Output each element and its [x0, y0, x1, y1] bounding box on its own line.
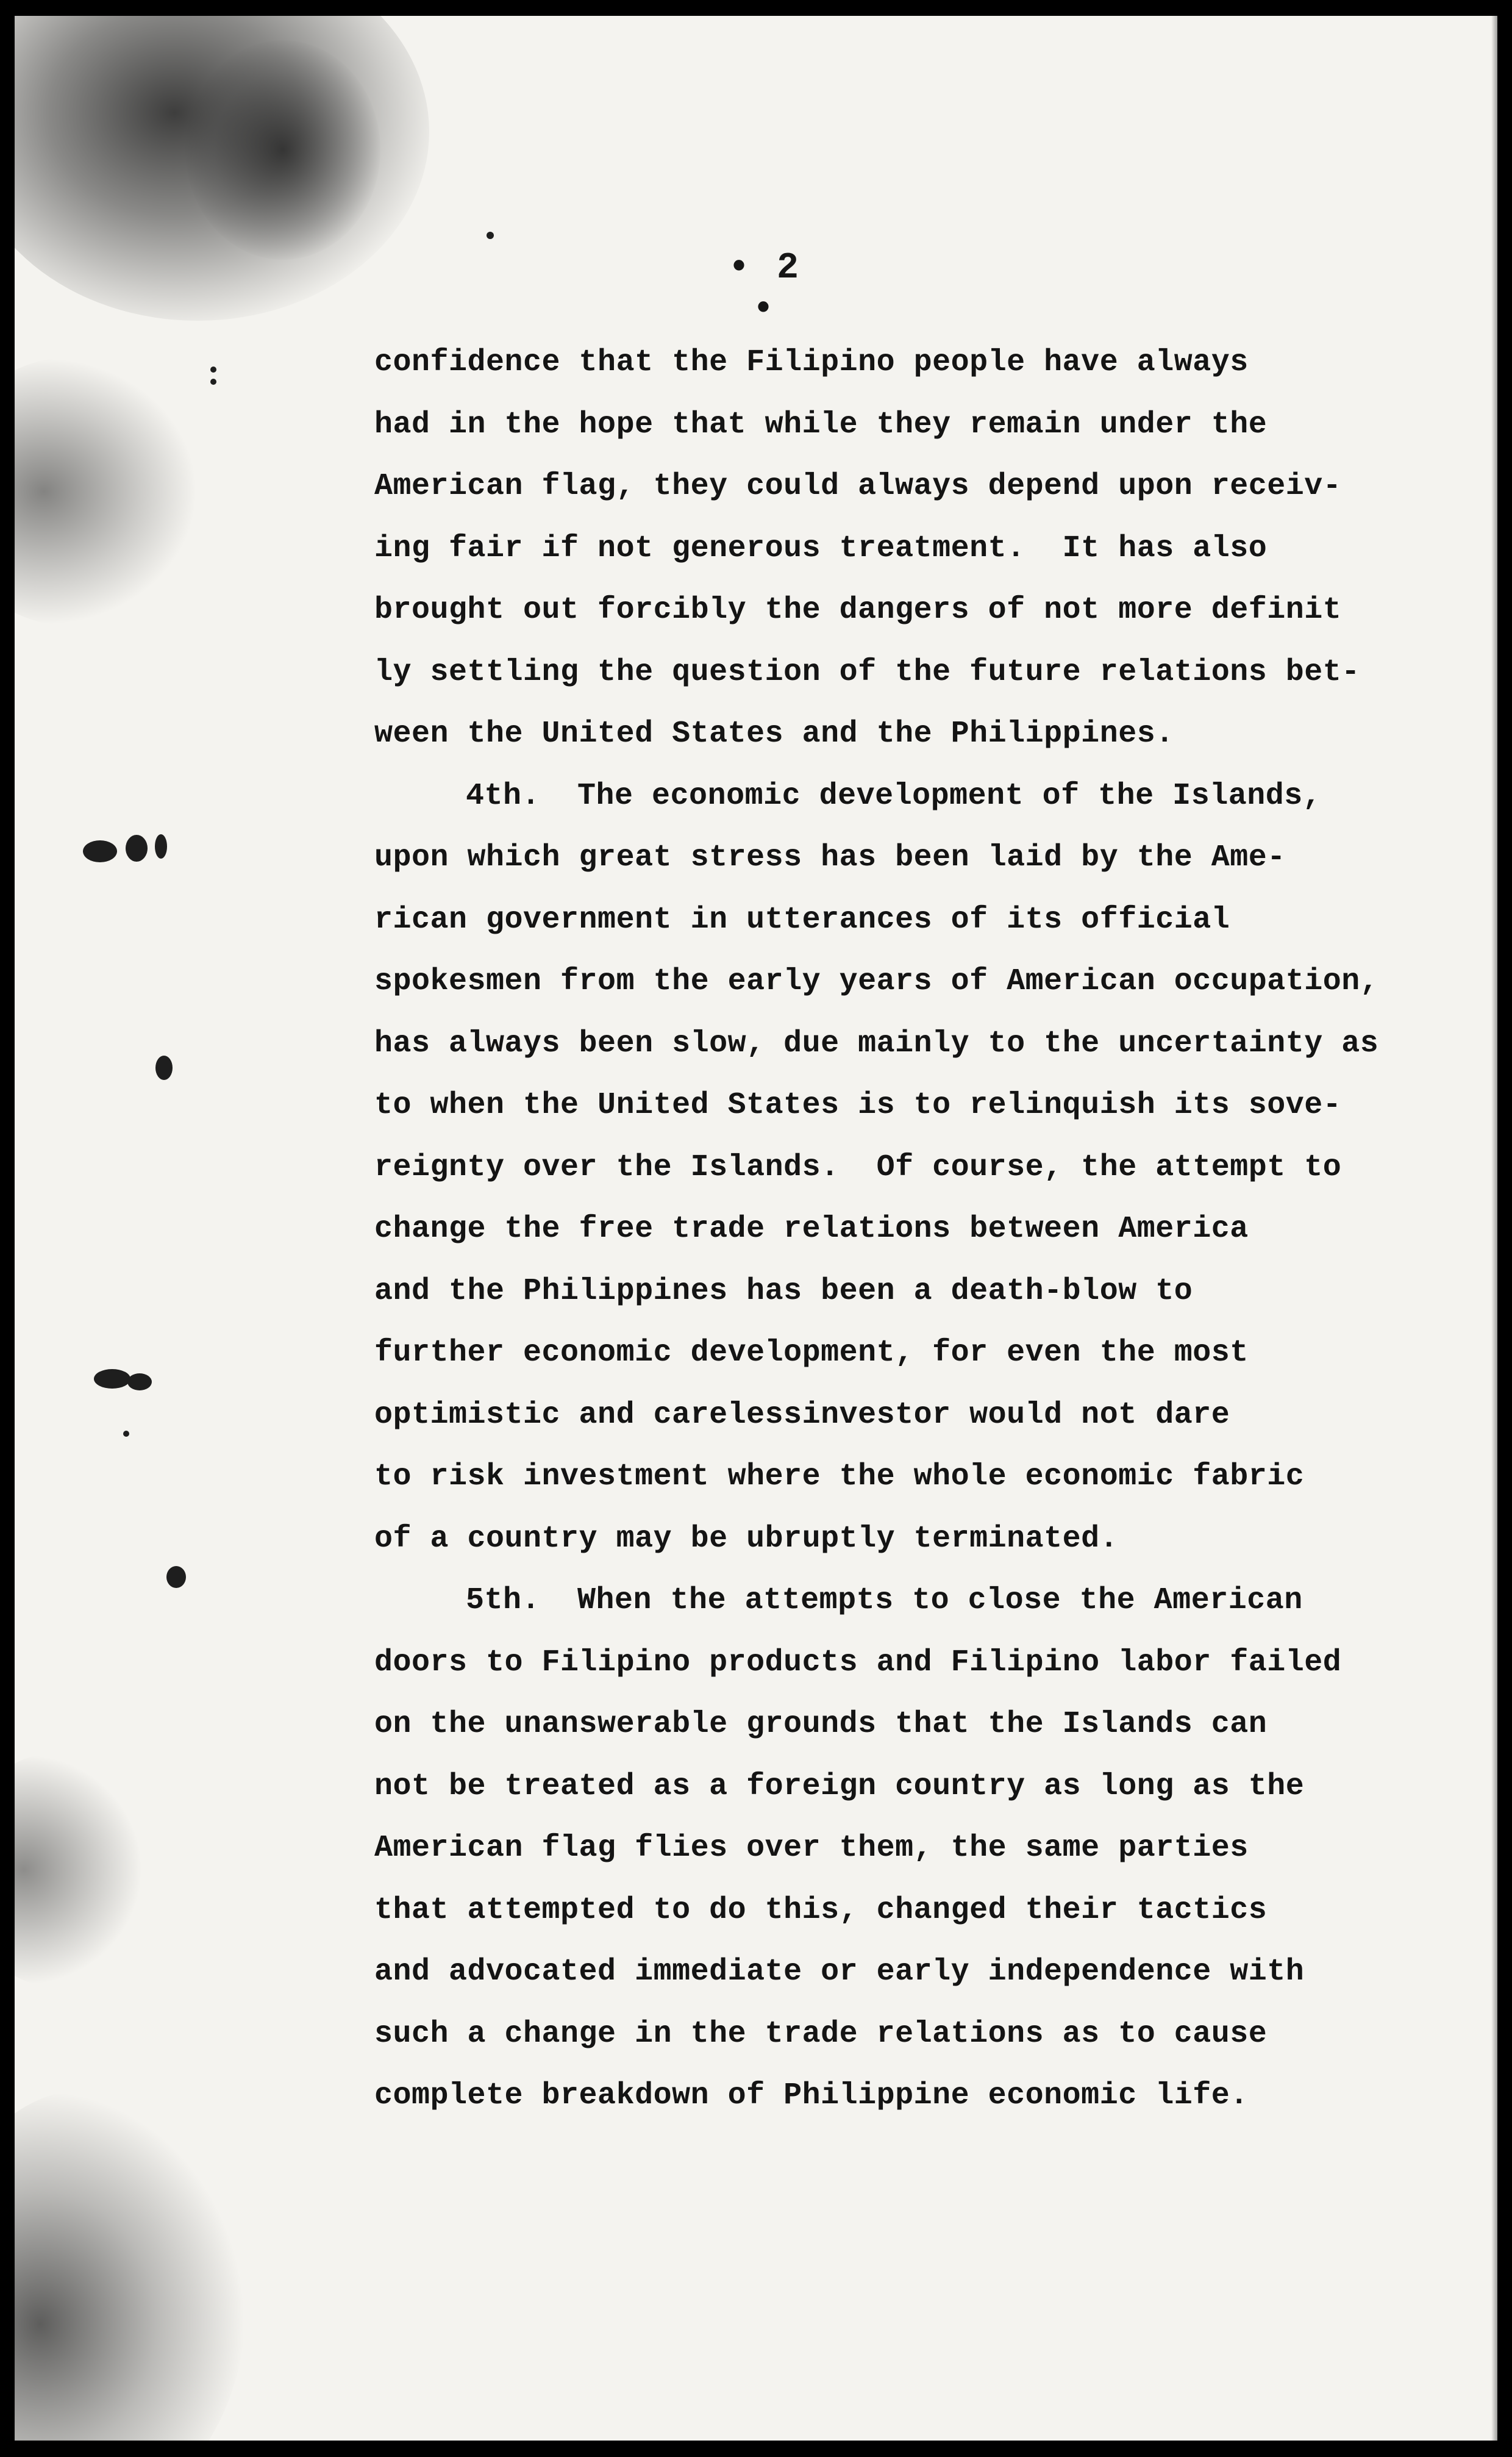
text-line: confidence that the Filipino people have always	[374, 345, 1249, 380]
text-line: change the free trade relations between America	[374, 1212, 1249, 1246]
text-line: such a change in the trade relations as to cause	[374, 2016, 1268, 2051]
text-line: brought out forcibly the dangers of not more definit	[374, 593, 1342, 628]
text-line: to risk investment where the whole economic fabric	[374, 1459, 1305, 1494]
text-line: has always been slow, due mainly to the uncertainty as	[374, 1026, 1379, 1061]
text-line: of a country may be ubruptly terminated.	[374, 1521, 1119, 1556]
text-line: American flag flies over them, the same parties	[374, 1831, 1249, 1865]
text-line: not be treated as a foreign country as long as the	[374, 1769, 1305, 1804]
text-line: had in the hope that while they remain under the	[374, 407, 1268, 442]
text-line: American flag, they could always depend upon receiv-	[374, 469, 1342, 504]
text-line: 4th. The economic development of the Islands,	[466, 778, 1322, 814]
text-line: 5th. When the attempts to close the American	[466, 1583, 1303, 1618]
text-line: complete breakdown of Philippine economic life.	[374, 2078, 1249, 2113]
text-line: doors to Filipino products and Filipino labor failed	[374, 1645, 1342, 1680]
text-line: ween the United States and the Philippines.	[374, 717, 1174, 751]
text-line: upon which great stress has been laid by the Ame-	[374, 840, 1286, 875]
text-line: that attempted to do this, changed their tactics	[374, 1892, 1268, 1928]
text-line: and advocated immediate or early independence with	[374, 1955, 1305, 1989]
text-line: optimistic and carelessinvestor would not dare	[374, 1397, 1230, 1432]
text-line: spokesmen from the early years of American occupation,	[374, 964, 1379, 999]
text-line: reignty over the Islands. Of course, the attempt to	[374, 1150, 1342, 1185]
page-number: • 2 •	[727, 248, 802, 331]
text-line: further economic development, for even the most	[374, 1336, 1249, 1370]
text-line: to when the United States is to relinquish its sove-	[374, 1088, 1342, 1123]
text-line: and the Philippines has been a death-blow to	[374, 1273, 1193, 1309]
document-page	[15, 16, 1497, 2441]
body-text	[374, 332, 1423, 2127]
text-line: ly settling the question of the future relations bet-	[374, 654, 1360, 690]
text-line: rican government in utterances of its official	[374, 902, 1230, 937]
text-line: on the unanswerable grounds that the Islands can	[374, 1707, 1268, 1742]
text-line: ing fair if not generous treatment. It has also	[374, 531, 1268, 566]
